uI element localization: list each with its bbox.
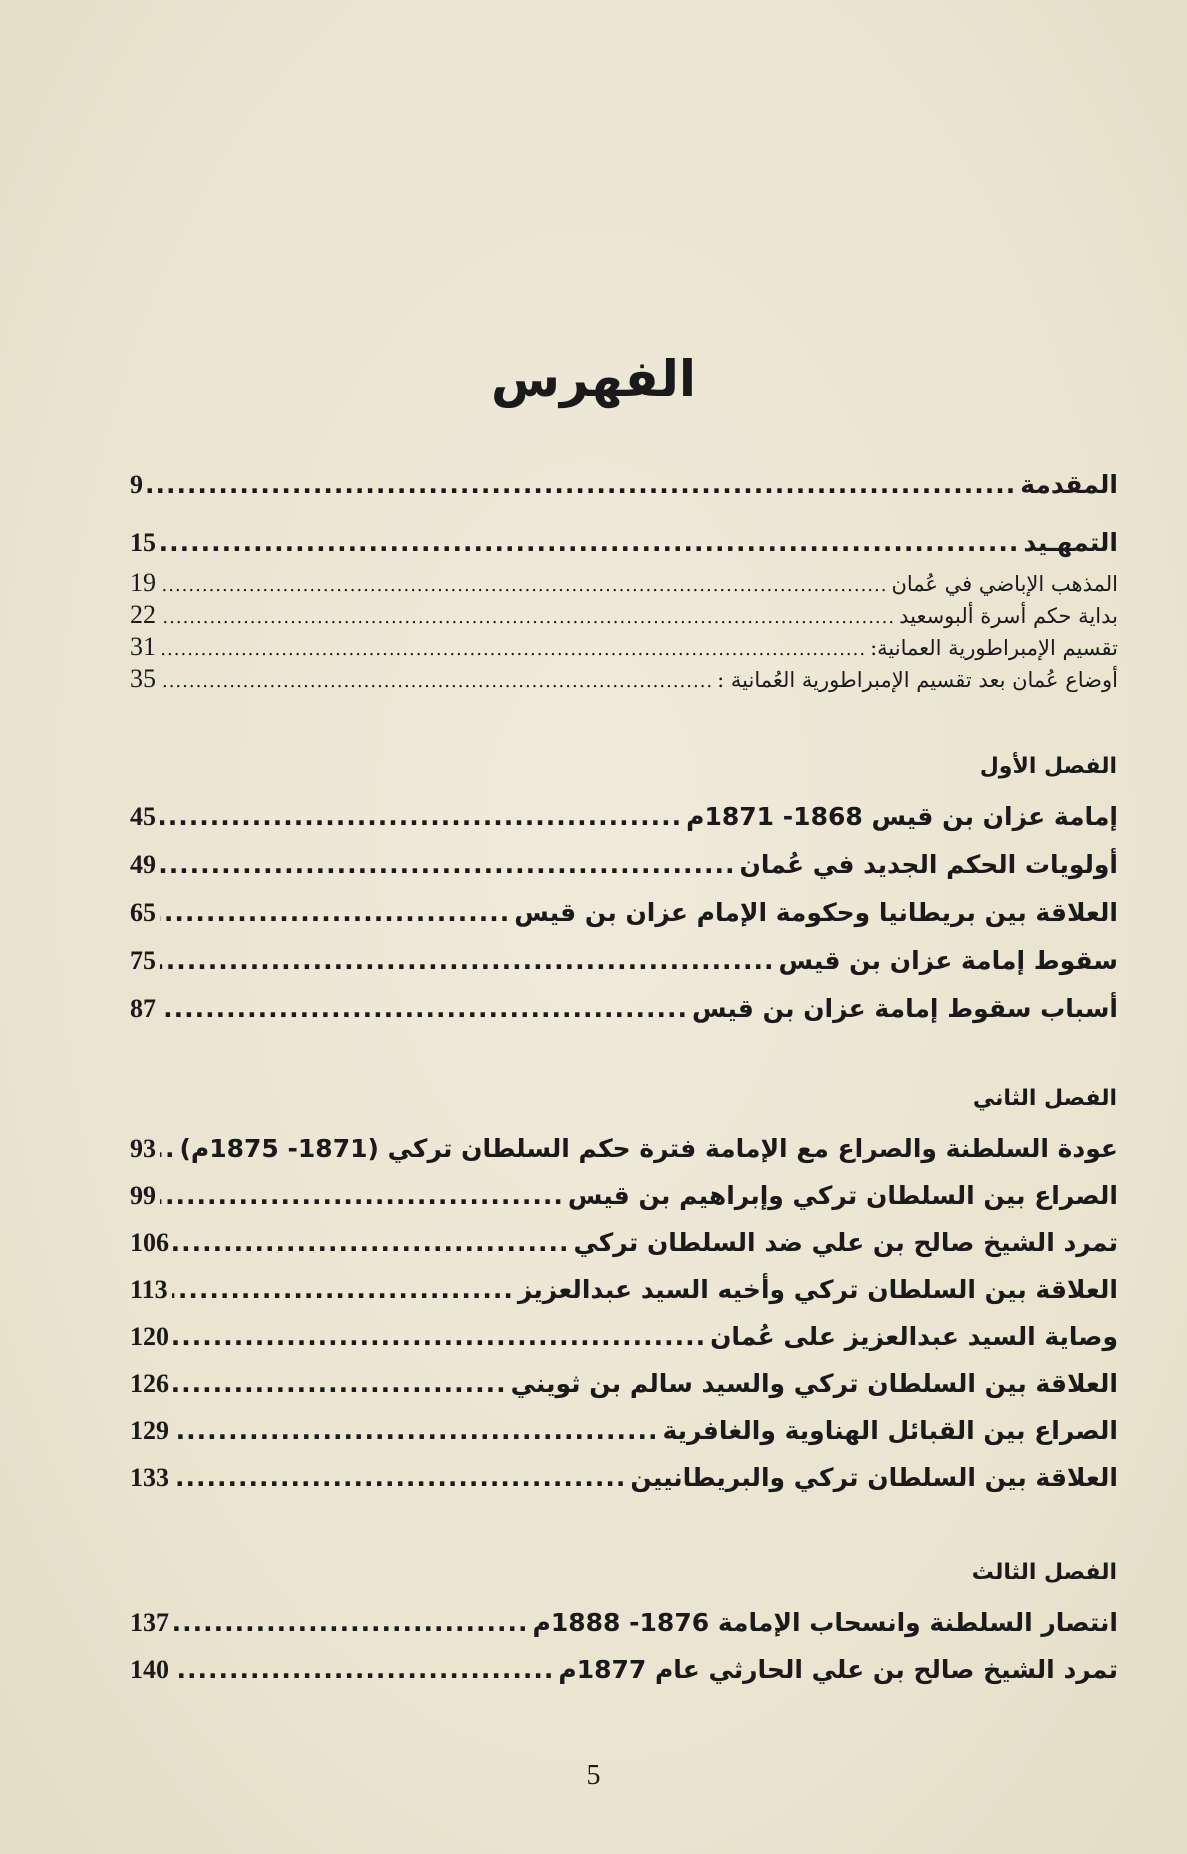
toc-entry — [130, 1134, 1118, 1164]
toc-entry-page: 31 — [130, 632, 156, 661]
toc-entry-page: 49 — [130, 850, 156, 879]
toc-entry-label: العلاقة بين السلطان تركي والسيد سالم بن ثويني — [510, 1369, 1118, 1398]
toc-entry — [130, 946, 1118, 976]
leader-dots — [173, 1228, 569, 1257]
leader-dots — [160, 607, 895, 628]
toc-entry — [130, 1655, 1118, 1685]
toc-entry — [130, 1322, 1118, 1352]
leader-dots — [172, 1275, 514, 1304]
toc-entry — [130, 898, 1118, 928]
toc-entry-preface — [130, 528, 1118, 558]
toc-entry — [130, 1369, 1118, 1399]
toc-entry-label: المذهب الإباضي في عُمان — [891, 572, 1118, 596]
page-title: الفهرس — [490, 350, 696, 408]
leader-dots — [160, 994, 688, 1023]
toc-entry-label: وصاية السيد عبدالعزيز على عُمان — [710, 1322, 1118, 1351]
leader-dots — [173, 1655, 554, 1684]
toc-entry-label: العلاقة بين السلطان تركي والبريطانيين — [630, 1463, 1118, 1492]
leader-dots — [160, 671, 713, 692]
toc-entry-page: 133 — [130, 1463, 169, 1492]
toc-entry-page: 15 — [130, 528, 156, 557]
toc-entry-label: الصراع بين القبائل الهناوية والغافرية — [662, 1416, 1118, 1445]
toc-entry-label: تقسيم الإمبراطورية العمانية: — [870, 636, 1118, 660]
toc-entry-label: التمهـيد — [1023, 528, 1118, 557]
toc-entry — [130, 802, 1118, 832]
leader-dots — [160, 802, 682, 831]
toc-entry — [130, 1181, 1118, 1211]
toc-entry-label: انتصار السلطنة وانسحاب الإمامة 1876- 1888م — [532, 1608, 1118, 1637]
toc-entry-introduction — [130, 470, 1118, 500]
leader-dots — [160, 850, 736, 879]
leader-dots — [160, 1181, 564, 1210]
toc-entry — [130, 1463, 1118, 1493]
toc-entry — [130, 1608, 1118, 1638]
leader-dots — [160, 946, 775, 975]
toc-entry-label: أوضاع عُمان بعد تقسيم الإمبراطورية العُمانية : — [717, 668, 1118, 692]
toc-entry-page: 75 — [130, 946, 156, 975]
toc-entry-page: 106 — [130, 1228, 169, 1257]
toc-entry-label: المقدمة — [1020, 470, 1118, 499]
toc-entry-label: العلاقة بين بريطانيا وحكومة الإمام عزان بن قيس — [514, 898, 1118, 927]
toc-entry-page: 87 — [130, 994, 156, 1023]
toc-entry-page: 45 — [130, 802, 156, 831]
leader-dots — [160, 898, 510, 927]
leader-dots — [160, 528, 1019, 557]
chapter-heading: الفصل الأول — [979, 754, 1117, 779]
toc-entry-page: 9 — [130, 470, 143, 499]
leader-dots — [160, 1134, 175, 1163]
toc-entry-page: 140 — [130, 1655, 169, 1684]
toc-entry-page: 35 — [130, 664, 156, 693]
toc-entry-label: الصراع بين السلطان تركي وإبراهيم بن قيس — [567, 1181, 1118, 1210]
toc-entry-page: 137 — [130, 1608, 169, 1637]
toc-entry — [130, 850, 1118, 880]
leader-dots — [173, 1463, 626, 1492]
toc-entry-label: عودة السلطنة والصراع مع الإمامة فترة حكم السلطان تركي (1871- 1875م) — [179, 1134, 1118, 1163]
toc-entry — [130, 1228, 1118, 1258]
toc-subentry — [130, 600, 1118, 630]
toc-entry-label: بداية حكم أسرة ألبوسعيد — [899, 604, 1118, 628]
leader-dots — [173, 1322, 706, 1351]
leader-dots — [160, 639, 866, 660]
toc-entry-page: 129 — [130, 1416, 169, 1445]
toc-subentry — [130, 568, 1118, 598]
toc-entry-label: أولويات الحكم الجديد في عُمان — [739, 850, 1118, 879]
page-number: 5 — [586, 1760, 601, 1791]
toc-entry — [130, 1416, 1118, 1446]
leader-dots — [173, 1416, 658, 1445]
toc-entry-page: 22 — [130, 600, 156, 629]
toc-subentry — [130, 632, 1118, 662]
leader-dots — [173, 1369, 507, 1398]
toc-entry-page: 113 — [130, 1275, 168, 1304]
toc-entry — [130, 994, 1118, 1024]
toc-entry-label: أسباب سقوط إمامة عزان بن قيس — [691, 994, 1118, 1023]
toc-entry-label: تمرد الشيخ صالح بن علي ضد السلطان تركي — [573, 1228, 1118, 1257]
toc-entry-label: العلاقة بين السلطان تركي وأخيه السيد عبدالعزيز — [517, 1275, 1118, 1304]
leader-dots — [173, 1608, 529, 1637]
toc-subentry — [130, 664, 1118, 694]
toc-entry-page: 65 — [130, 898, 156, 927]
toc-entry-label: تمرد الشيخ صالح بن علي الحارثي عام 1877م — [558, 1655, 1118, 1684]
leader-dots — [147, 470, 1016, 499]
toc-entry-page: 120 — [130, 1322, 169, 1351]
toc-entry-label: سقوط إمامة عزان بن قيس — [778, 946, 1118, 975]
toc-entry-label: إمامة عزان بن قيس 1868- 1871م — [686, 802, 1118, 831]
toc-entry-page: 99 — [130, 1181, 156, 1210]
leader-dots — [160, 575, 887, 596]
toc-entry-page: 19 — [130, 568, 156, 597]
toc-entry-page: 126 — [130, 1369, 169, 1398]
chapter-heading: الفصل الثاني — [972, 1086, 1117, 1111]
toc-entry — [130, 1275, 1118, 1305]
chapter-heading: الفصل الثالث — [971, 1560, 1117, 1585]
toc-entry-page: 93 — [130, 1134, 156, 1163]
